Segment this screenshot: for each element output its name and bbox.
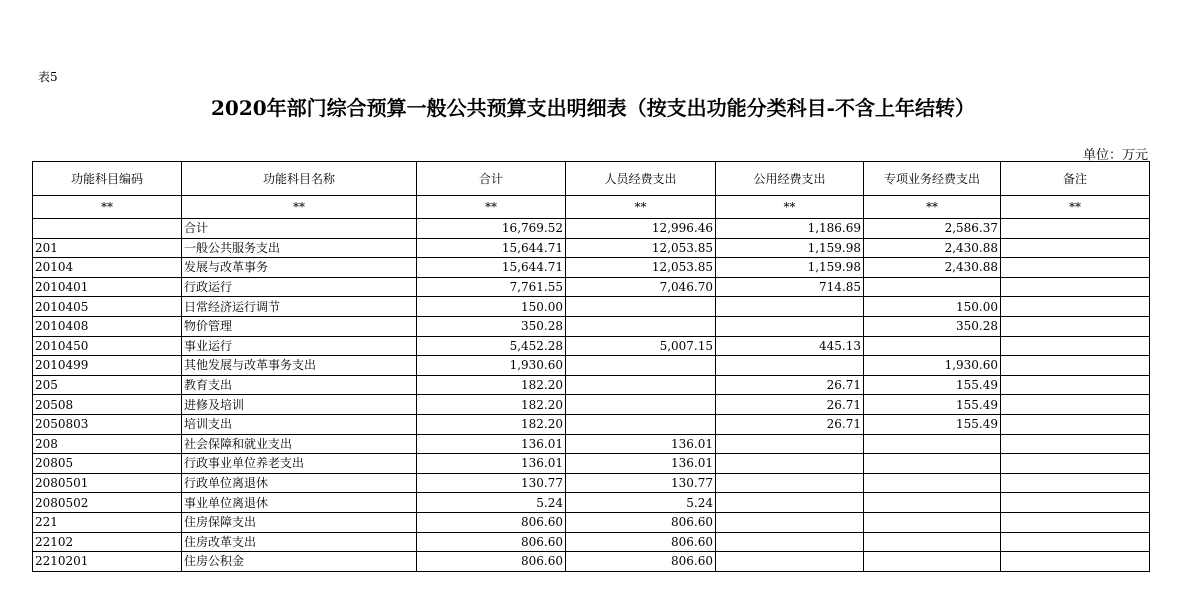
personnel-cell — [566, 297, 716, 317]
total-cell: 130.77 — [417, 473, 566, 493]
total-cell: 7,761.55 — [417, 277, 566, 297]
total-cell: 136.01 — [417, 434, 566, 454]
public-cell: 26.71 — [716, 395, 864, 415]
table-row — [33, 434, 1150, 454]
name-cell: 一般公共服务支出 — [182, 238, 417, 258]
remark-cell — [1001, 493, 1150, 513]
name-cell: 发展与改革事务 — [182, 258, 417, 278]
personnel-cell: 806.60 — [566, 532, 716, 552]
placeholder-row — [33, 196, 1150, 219]
code-cell: 22102 — [33, 532, 182, 552]
special-cell — [864, 552, 1001, 572]
remark-cell — [1001, 512, 1150, 532]
name-cell: 进修及培训 — [182, 395, 417, 415]
name-cell: 事业单位离退休 — [182, 493, 417, 513]
name-cell: 住房改革支出 — [182, 532, 417, 552]
special-cell: 2,430.88 — [864, 238, 1001, 258]
table-row — [33, 336, 1150, 356]
header-remark: 备注 — [1001, 162, 1150, 196]
header-code: 功能科目编码 — [33, 162, 182, 196]
public-cell — [716, 532, 864, 552]
name-cell: 事业运行 — [182, 336, 417, 356]
table-row — [33, 238, 1150, 258]
placeholder-cell: ** — [33, 196, 182, 219]
table-row — [33, 356, 1150, 376]
table-row — [33, 473, 1150, 493]
code-cell: 20104 — [33, 258, 182, 278]
table-row — [33, 414, 1150, 434]
table-row — [33, 454, 1150, 474]
special-cell: 155.49 — [864, 395, 1001, 415]
special-cell — [864, 473, 1001, 493]
public-cell — [716, 356, 864, 376]
code-cell: 20805 — [33, 454, 182, 474]
public-cell — [716, 552, 864, 572]
name-cell: 社会保障和就业支出 — [182, 434, 417, 454]
code-cell: 2010408 — [33, 316, 182, 336]
total-cell: 5,452.28 — [417, 336, 566, 356]
table-number: 表5 — [38, 70, 58, 84]
code-cell: 2010401 — [33, 277, 182, 297]
code-cell: 201 — [33, 238, 182, 258]
table-row — [33, 258, 1150, 278]
special-cell: 150.00 — [864, 297, 1001, 317]
special-cell: 2,586.37 — [864, 219, 1001, 239]
public-cell — [716, 316, 864, 336]
total-cell: 15,644.71 — [417, 238, 566, 258]
table-row — [33, 316, 1150, 336]
header-name: 功能科目名称 — [182, 162, 417, 196]
name-cell: 住房保障支出 — [182, 512, 417, 532]
remark-cell — [1001, 552, 1150, 572]
name-cell: 培训支出 — [182, 414, 417, 434]
public-cell — [716, 512, 864, 532]
public-cell: 1,159.98 — [716, 258, 864, 278]
remark-cell — [1001, 316, 1150, 336]
code-cell: 20508 — [33, 395, 182, 415]
special-cell: 1,930.60 — [864, 356, 1001, 376]
document-title: 2020年部门综合预算一般公共预算支出明细表（按支出功能分类科目-不含上年结转） — [211, 96, 975, 120]
total-cell: 350.28 — [417, 316, 566, 336]
name-cell: 合计 — [182, 219, 417, 239]
special-cell — [864, 434, 1001, 454]
personnel-cell — [566, 375, 716, 395]
placeholder-cell: ** — [182, 196, 417, 219]
table-row — [33, 277, 1150, 297]
header-special: 专项业务经费支出 — [864, 162, 1001, 196]
remark-cell — [1001, 375, 1150, 395]
placeholder-cell: ** — [566, 196, 716, 219]
unit-label: 单位：万元 — [1082, 148, 1148, 163]
code-cell: 2010499 — [33, 356, 182, 376]
remark-cell — [1001, 277, 1150, 297]
header-personnel: 人员经费支出 — [566, 162, 716, 196]
special-cell — [864, 454, 1001, 474]
special-cell — [864, 277, 1001, 297]
table-row — [33, 493, 1150, 513]
personnel-cell: 5,007.15 — [566, 336, 716, 356]
public-cell: 445.13 — [716, 336, 864, 356]
special-cell — [864, 532, 1001, 552]
total-cell: 1,930.60 — [417, 356, 566, 376]
name-cell: 行政运行 — [182, 277, 417, 297]
remark-cell — [1001, 434, 1150, 454]
public-cell: 26.71 — [716, 414, 864, 434]
code-cell: 2010405 — [33, 297, 182, 317]
special-cell — [864, 336, 1001, 356]
personnel-cell: 7,046.70 — [566, 277, 716, 297]
personnel-cell: 130.77 — [566, 473, 716, 493]
table-row — [33, 297, 1150, 317]
code-cell: 205 — [33, 375, 182, 395]
remark-cell — [1001, 356, 1150, 376]
total-cell: 182.20 — [417, 395, 566, 415]
remark-cell — [1001, 395, 1150, 415]
total-cell: 806.60 — [417, 512, 566, 532]
public-cell — [716, 473, 864, 493]
personnel-cell — [566, 356, 716, 376]
personnel-cell: 5.24 — [566, 493, 716, 513]
code-cell: 2010450 — [33, 336, 182, 356]
code-cell: 2080502 — [33, 493, 182, 513]
personnel-cell — [566, 316, 716, 336]
remark-cell — [1001, 532, 1150, 552]
public-cell: 714.85 — [716, 277, 864, 297]
placeholder-cell: ** — [417, 196, 566, 219]
remark-cell — [1001, 297, 1150, 317]
personnel-cell: 12,053.85 — [566, 238, 716, 258]
public-cell — [716, 493, 864, 513]
public-cell: 1,186.69 — [716, 219, 864, 239]
personnel-cell — [566, 395, 716, 415]
name-cell: 行政事业单位养老支出 — [182, 454, 417, 474]
table-row — [33, 375, 1150, 395]
remark-cell — [1001, 473, 1150, 493]
remark-cell — [1001, 238, 1150, 258]
code-cell: 2210201 — [33, 552, 182, 572]
total-cell: 806.60 — [417, 532, 566, 552]
public-cell — [716, 297, 864, 317]
code-cell: 2050803 — [33, 414, 182, 434]
table-row — [33, 512, 1150, 532]
total-cell: 806.60 — [417, 552, 566, 572]
header-public: 公用经费支出 — [716, 162, 864, 196]
total-cell: 15,644.71 — [417, 258, 566, 278]
special-cell — [864, 493, 1001, 513]
personnel-cell: 12,996.46 — [566, 219, 716, 239]
budget-table — [32, 161, 1150, 572]
name-cell: 物价管理 — [182, 316, 417, 336]
code-cell: 208 — [33, 434, 182, 454]
total-cell: 16,769.52 — [417, 219, 566, 239]
special-cell — [864, 512, 1001, 532]
code-cell — [33, 219, 182, 239]
public-cell — [716, 434, 864, 454]
personnel-cell: 136.01 — [566, 454, 716, 474]
total-cell: 150.00 — [417, 297, 566, 317]
code-cell: 2080501 — [33, 473, 182, 493]
name-cell: 行政单位离退休 — [182, 473, 417, 493]
remark-cell — [1001, 219, 1150, 239]
header-row — [33, 162, 1150, 196]
special-cell: 2,430.88 — [864, 258, 1001, 278]
name-cell: 其他发展与改革事务支出 — [182, 356, 417, 376]
remark-cell — [1001, 336, 1150, 356]
personnel-cell: 136.01 — [566, 434, 716, 454]
table-row — [33, 395, 1150, 415]
table-body — [33, 219, 1150, 572]
total-cell: 136.01 — [417, 454, 566, 474]
name-cell: 住房公积金 — [182, 552, 417, 572]
personnel-cell: 12,053.85 — [566, 258, 716, 278]
special-cell: 350.28 — [864, 316, 1001, 336]
remark-cell — [1001, 414, 1150, 434]
total-cell: 5.24 — [417, 493, 566, 513]
personnel-cell — [566, 414, 716, 434]
remark-cell — [1001, 258, 1150, 278]
table-row — [33, 219, 1150, 239]
header-total: 合计 — [417, 162, 566, 196]
special-cell: 155.49 — [864, 414, 1001, 434]
total-cell: 182.20 — [417, 414, 566, 434]
personnel-cell: 806.60 — [566, 512, 716, 532]
code-cell: 221 — [33, 512, 182, 532]
public-cell — [716, 454, 864, 474]
name-cell: 教育支出 — [182, 375, 417, 395]
public-cell: 1,159.98 — [716, 238, 864, 258]
remark-cell — [1001, 454, 1150, 474]
table-row — [33, 532, 1150, 552]
name-cell: 日常经济运行调节 — [182, 297, 417, 317]
placeholder-cell: ** — [716, 196, 864, 219]
personnel-cell: 806.60 — [566, 552, 716, 572]
table-row — [33, 552, 1150, 572]
total-cell: 182.20 — [417, 375, 566, 395]
public-cell: 26.71 — [716, 375, 864, 395]
placeholder-cell: ** — [1001, 196, 1150, 219]
special-cell: 155.49 — [864, 375, 1001, 395]
placeholder-cell: ** — [864, 196, 1001, 219]
